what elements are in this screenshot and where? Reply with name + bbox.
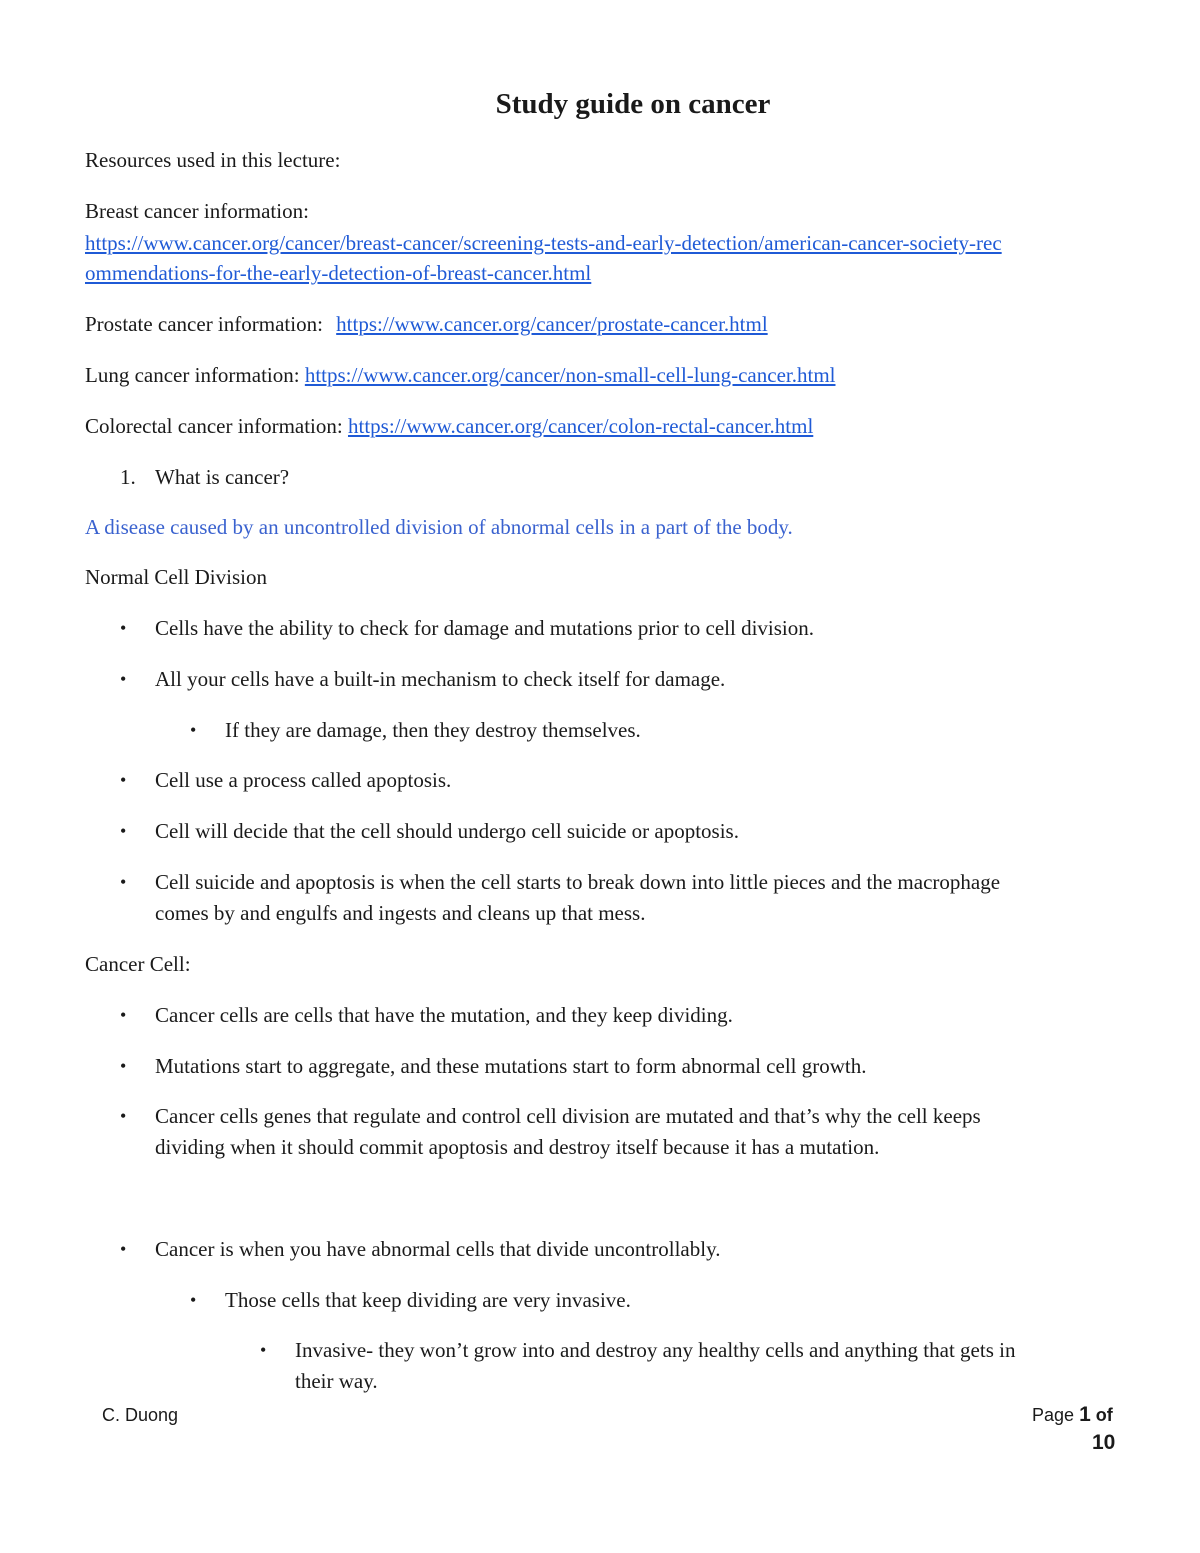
page-number: 1	[1079, 1403, 1091, 1426]
breast-cancer-link-line2[interactable]	[85, 258, 591, 289]
question-text: What is cancer?	[155, 465, 290, 489]
lung-cancer-link[interactable]: https://www.cancer.org/cancer/non-small-cell-lung-cancer.html	[304, 363, 836, 387]
list-item-text: Cancer cells are cells that have the mutation, and they keep dividing.	[155, 1003, 733, 1027]
bullet-icon: •	[120, 872, 127, 892]
list-item-text: Cancer is when you have abnormal cells that divide uncontrollably.	[155, 1237, 721, 1261]
list-item-text: Invasive- they won’t grow into and destroy any healthy cells and anything that gets in	[295, 1338, 1016, 1362]
bullet-icon: •	[120, 1239, 127, 1259]
bullet-icon: •	[120, 1106, 127, 1126]
lung-cancer-row	[85, 360, 835, 391]
colorectal-cancer-row	[85, 411, 813, 442]
list-item-text: Those cells that keep dividing are very invasive.	[225, 1288, 631, 1312]
bullet-icon: •	[120, 1056, 127, 1076]
bullet-icon: •	[120, 821, 127, 841]
page-label: Page	[1032, 1405, 1075, 1425]
prostate-cancer-label: Prostate cancer information:	[85, 312, 323, 336]
breast-cancer-link-text2[interactable]: ommendations-for-the-early-detection-of-breast-cancer.html	[85, 261, 592, 285]
bullet-icon: •	[190, 1290, 197, 1310]
colorectal-cancer-link[interactable]: https://www.cancer.org/cancer/colon-rectal-cancer.html	[347, 414, 814, 438]
list-item-text: Cells have the ability to check for damage and mutations prior to cell division.	[155, 616, 814, 640]
list-item-text: Cell will decide that the cell should undergo cell suicide or apoptosis.	[155, 819, 739, 843]
page-title: Study guide on cancer	[495, 88, 771, 120]
list-item-text: Cell suicide and apoptosis is when the cell starts to break down into little pieces and the macrophage	[155, 870, 1001, 894]
of-label: of	[1095, 1405, 1113, 1425]
cancer-cell-heading: Cancer Cell:	[85, 952, 191, 976]
list-item-text: Cancer cells genes that regulate and control cell division are mutated and that’s why the cell keeps	[155, 1104, 981, 1128]
footer-author: C. Duong	[102, 1405, 179, 1425]
list-item-text: All your cells have a built-in mechanism to check itself for damage.	[155, 667, 726, 691]
bullet-icon: •	[120, 669, 127, 689]
breast-cancer-link-line1[interactable]	[85, 228, 1002, 259]
bullet-icon: •	[190, 720, 197, 740]
question-number: 1.	[120, 465, 136, 489]
lung-cancer-label: Lung cancer information:	[85, 363, 300, 387]
list-item-text-cont: dividing when it should commit apoptosis and destroy itself because it has a mutation.	[155, 1135, 880, 1159]
bullet-icon: •	[120, 770, 127, 790]
prostate-cancer-row	[85, 309, 768, 340]
list-item-text: Cell use a process called apoptosis.	[155, 768, 452, 792]
footer-page-info	[1032, 1402, 1113, 1428]
breast-cancer-link-text1[interactable]: https://www.cancer.org/cancer/breast-cancer/screening-tests-and-early-detection/american-cancer-society-rec	[85, 231, 1002, 255]
resources-heading: Resources used in this lecture:	[85, 148, 341, 172]
breast-cancer-label: Breast cancer information:	[85, 199, 309, 223]
bullet-icon: •	[260, 1340, 267, 1360]
bullet-icon: •	[120, 1005, 127, 1025]
bullet-icon: •	[120, 618, 127, 638]
colorectal-cancer-label: Colorectal cancer information:	[85, 414, 343, 438]
normal-division-heading: Normal Cell Division	[85, 565, 267, 589]
list-item-text: If they are damage, then they destroy themselves.	[225, 718, 641, 742]
question-1-answer: A disease caused by an uncontrolled division of abnormal cells in a part of the body.	[85, 515, 793, 539]
list-item-text-cont: their way.	[295, 1369, 378, 1393]
total-pages: 10	[1092, 1431, 1116, 1454]
list-item-text-cont: comes by and engulfs and ingests and cleans up that mess.	[155, 901, 646, 925]
list-item-text: Mutations start to aggregate, and these mutations start to form abnormal cell growth.	[155, 1054, 867, 1078]
prostate-cancer-link[interactable]: https://www.cancer.org/cancer/prostate-cancer.html	[336, 312, 768, 336]
